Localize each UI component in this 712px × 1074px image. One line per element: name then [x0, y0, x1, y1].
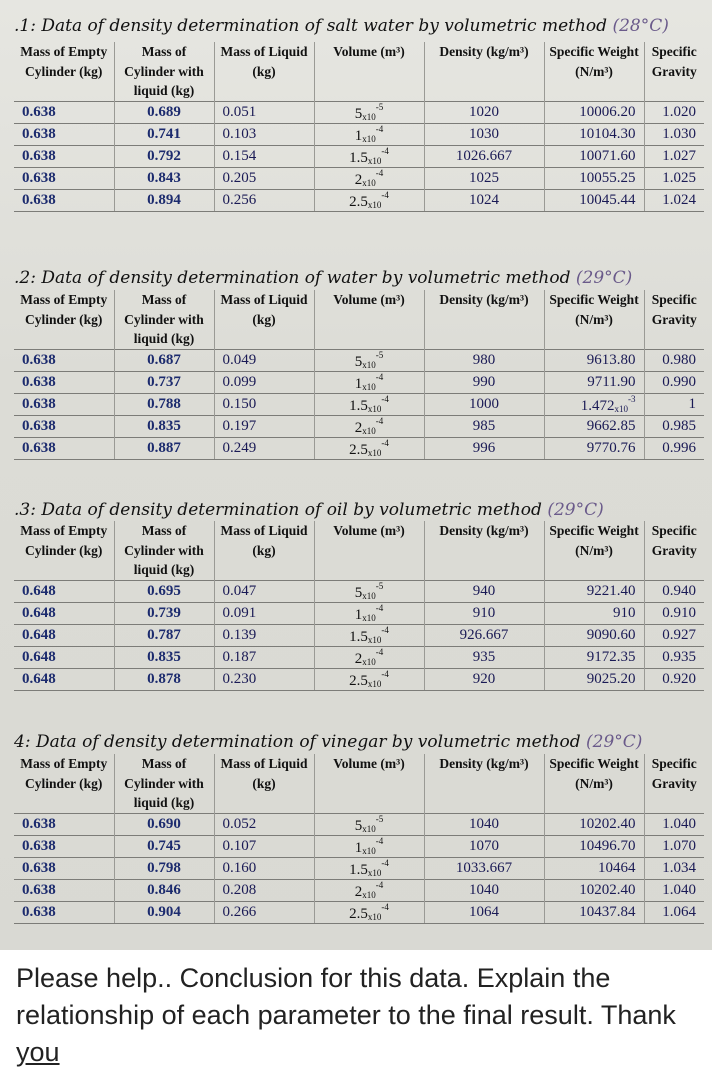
table-cell: 0.835: [114, 646, 214, 668]
table-cell: 0.980: [644, 349, 704, 371]
table-row: [14, 101, 704, 123]
column-header: Density (kg/m³): [424, 754, 544, 813]
table-cell: $2.5_{x10}^{-4}$: [314, 437, 424, 459]
table-cell: 0.638: [14, 857, 114, 879]
table-row: [14, 371, 704, 393]
table-cell: 0.996: [644, 437, 704, 459]
table-cell: 985: [424, 415, 544, 437]
column-header: Volume (m³): [314, 754, 424, 813]
table-cell: 0.843: [114, 167, 214, 189]
density-table-vinegar: [14, 754, 704, 924]
table-cell: 0.638: [14, 145, 114, 167]
table-cell: 0.687: [114, 349, 214, 371]
table-row: [14, 123, 704, 145]
column-header: Specific Gravity: [644, 290, 704, 349]
table-cell: $2.5_{x10}^{-4}$: [314, 901, 424, 923]
table-cell: 0.638: [14, 813, 114, 835]
table-cell: 10071.60: [544, 145, 644, 167]
table-cell: 0.878: [114, 668, 214, 690]
column-header: Density (kg/m³): [424, 521, 544, 580]
table-cell: $5_{x10}^{-5}$: [314, 101, 424, 123]
column-header: Specific Gravity: [644, 754, 704, 813]
table-cell: $1_{x10}^{-4}$: [314, 835, 424, 857]
density-table-water: [14, 290, 704, 460]
column-header: Volume (m³): [314, 521, 424, 580]
table-cell: 0.648: [14, 668, 114, 690]
table-cell: 0.846: [114, 879, 214, 901]
question-last-word: you: [16, 1037, 60, 1067]
table-cell: 0.690: [114, 813, 214, 835]
table-cell: 9613.80: [544, 349, 644, 371]
table-cell: 1064: [424, 901, 544, 923]
table-cell: 0.887: [114, 437, 214, 459]
table-cell: 1.040: [644, 813, 704, 835]
table-cell: 0.648: [14, 646, 114, 668]
table-cell: $2_{x10}^{-4}$: [314, 879, 424, 901]
column-header: Volume (m³): [314, 290, 424, 349]
table-cell: 0.266: [214, 901, 314, 923]
table-cell: 0.230: [214, 668, 314, 690]
column-header: Mass of Liquid (kg): [214, 290, 314, 349]
table-row: [14, 349, 704, 371]
table-cell: 0.103: [214, 123, 314, 145]
table-cell: 0.638: [14, 101, 114, 123]
header-row: [14, 42, 704, 101]
table-cell: $1_{x10}^{-4}$: [314, 602, 424, 624]
table-row: [14, 857, 704, 879]
table-cell: 0.205: [214, 167, 314, 189]
table-cell: 0.739: [114, 602, 214, 624]
table-row: [14, 646, 704, 668]
table-cell: 10202.40: [544, 879, 644, 901]
table-cell: 1070: [424, 835, 544, 857]
table-row: [14, 602, 704, 624]
table-row: [14, 145, 704, 167]
table-cell: 1.064: [644, 901, 704, 923]
column-header: Specific Weight (N/m³): [544, 42, 644, 101]
table-cell: 10055.25: [544, 167, 644, 189]
table-cell: 9770.76: [544, 437, 644, 459]
density-table-salt-water: [14, 42, 704, 212]
table-cell: 0.638: [14, 835, 114, 857]
table-cell: 0.940: [644, 580, 704, 602]
column-header: Mass of Cylinder with liquid (kg): [114, 290, 214, 349]
table-cell: 1000: [424, 393, 544, 415]
table-cell: 0.638: [14, 415, 114, 437]
column-header: Mass of Cylinder with liquid (kg): [114, 42, 214, 101]
table-row: [14, 879, 704, 901]
table-cell: 0.638: [14, 393, 114, 415]
table-cell: 0.648: [14, 580, 114, 602]
table-cell: 910: [544, 602, 644, 624]
table-row: [14, 813, 704, 835]
column-header: Specific Weight (N/m³): [544, 521, 644, 580]
table-cell: 910: [424, 602, 544, 624]
table-row: [14, 835, 704, 857]
table-row: [14, 624, 704, 646]
table-cell: 0.638: [14, 371, 114, 393]
table-row: [14, 189, 704, 211]
table-cell: 0.737: [114, 371, 214, 393]
table-cell: 1.040: [644, 879, 704, 901]
table-cell: 9025.20: [544, 668, 644, 690]
column-header: Specific Gravity: [644, 42, 704, 101]
table-cell: 0.047: [214, 580, 314, 602]
table-cell: 1.030: [644, 123, 704, 145]
table-cell: 1.070: [644, 835, 704, 857]
table-cell: 10496.70: [544, 835, 644, 857]
column-header: Mass of Empty Cylinder (kg): [20, 523, 108, 558]
column-header: Volume (m³): [314, 42, 424, 101]
question-text: Please help.. Conclusion for this data. Explain the relationship of each parameter to the final result. Thank you: [16, 963, 676, 1067]
column-header: Mass of Empty Cylinder (kg): [20, 756, 108, 791]
table-cell: 1025: [424, 167, 544, 189]
table-cell: 0.160: [214, 857, 314, 879]
table-caption: .2: Data of density determination of water by volumetric method (29°C): [14, 268, 633, 288]
table-cell: 996: [424, 437, 544, 459]
table-cell: 0.638: [14, 437, 114, 459]
table-cell: 0.927: [644, 624, 704, 646]
table-cell: 1026.667: [424, 145, 544, 167]
table-cell: $1.5_{x10}^{-4}$: [314, 624, 424, 646]
table-cell: $5_{x10}^{-5}$: [314, 580, 424, 602]
table-cell: $2.5_{x10}^{-4}$: [314, 668, 424, 690]
table-cell: 0.107: [214, 835, 314, 857]
table-cell: 9711.90: [544, 371, 644, 393]
table-cell: 940: [424, 580, 544, 602]
table-cell: 0.139: [214, 624, 314, 646]
density-table-oil: [14, 521, 704, 691]
table-cell: 0.187: [214, 646, 314, 668]
table-row: [14, 901, 704, 923]
table-cell: 1.027: [644, 145, 704, 167]
table-cell: 9662.85: [544, 415, 644, 437]
table-cell: 980: [424, 349, 544, 371]
column-header: Mass of Cylinder with liquid (kg): [114, 521, 214, 580]
column-header: Specific Gravity: [644, 521, 704, 580]
table-cell: 10464: [544, 857, 644, 879]
table-cell: 0.935: [644, 646, 704, 668]
table-cell: $2_{x10}^{-4}$: [314, 415, 424, 437]
table-cell: 990: [424, 371, 544, 393]
table-cell: 0.648: [14, 602, 114, 624]
table-cell: 1.025: [644, 167, 704, 189]
header-row: [14, 521, 704, 580]
table-cell: 1024: [424, 189, 544, 211]
table-cell: 1: [644, 393, 704, 415]
column-header: Specific Weight (N/m³): [544, 754, 644, 813]
table-cell: 0.648: [14, 624, 114, 646]
table-cell: 0.256: [214, 189, 314, 211]
table-row: [14, 393, 704, 415]
table-cell: 0.052: [214, 813, 314, 835]
table-cell: 0.051: [214, 101, 314, 123]
column-header: Specific Weight (N/m³): [544, 290, 644, 349]
table-cell: 0.638: [14, 879, 114, 901]
header-row: [14, 290, 704, 349]
table-cell: 0.910: [644, 602, 704, 624]
table-caption: .3: Data of density determination of oil by volumetric method (29°C): [14, 500, 604, 520]
table-cell: 1020: [424, 101, 544, 123]
table-caption: .1: Data of density determination of salt water by volumetric method (28°C): [14, 16, 669, 36]
table-cell: 10104.30: [544, 123, 644, 145]
table-cell: 0.985: [644, 415, 704, 437]
table-cell: $5_{x10}^{-5}$: [314, 813, 424, 835]
table-cell: 0.792: [114, 145, 214, 167]
table-cell: $2_{x10}^{-4}$: [314, 646, 424, 668]
table-cell: 0.894: [114, 189, 214, 211]
column-header: Mass of Cylinder with liquid (kg): [114, 754, 214, 813]
table-cell: $5_{x10}^{-5}$: [314, 349, 424, 371]
table-row: [14, 167, 704, 189]
table-cell: 0.099: [214, 371, 314, 393]
table-cell: 0.741: [114, 123, 214, 145]
column-header: Mass of Empty Cylinder (kg): [20, 44, 108, 79]
table-caption: 4: Data of density determination of vinegar by volumetric method (29°C): [14, 732, 643, 752]
table-cell: 0.788: [114, 393, 214, 415]
table-row: [14, 437, 704, 459]
table-cell: 10045.44: [544, 189, 644, 211]
table-cell: 10437.84: [544, 901, 644, 923]
table-cell: 0.798: [114, 857, 214, 879]
table-cell: 0.990: [644, 371, 704, 393]
table-cell: $1.5_{x10}^{-4}$: [314, 393, 424, 415]
table-cell: 0.695: [114, 580, 214, 602]
table-cell: 0.787: [114, 624, 214, 646]
table-cell: 926.667: [424, 624, 544, 646]
table-cell: 0.835: [114, 415, 214, 437]
table-cell: 0.920: [644, 668, 704, 690]
header-row: [14, 754, 704, 813]
table-cell: 1.024: [644, 189, 704, 211]
table-cell: 0.208: [214, 879, 314, 901]
table-cell: $1.472_{x10}^{-3}$: [544, 393, 644, 415]
table-cell: 920: [424, 668, 544, 690]
table-row: [14, 580, 704, 602]
column-header: Mass of Empty Cylinder (kg): [20, 292, 108, 327]
table-cell: 0.154: [214, 145, 314, 167]
table-cell: 0.638: [14, 189, 114, 211]
table-cell: 1.020: [644, 101, 704, 123]
table-cell: 1033.667: [424, 857, 544, 879]
table-cell: 1.034: [644, 857, 704, 879]
table-cell: 0.150: [214, 393, 314, 415]
table-cell: 0.638: [14, 349, 114, 371]
table-cell: 9090.60: [544, 624, 644, 646]
table-cell: $2_{x10}^{-4}$: [314, 167, 424, 189]
column-header: Mass of Liquid (kg): [214, 42, 314, 101]
table-cell: 0.904: [114, 901, 214, 923]
column-header: Density (kg/m³): [424, 42, 544, 101]
table-cell: $1.5_{x10}^{-4}$: [314, 145, 424, 167]
table-row: [14, 415, 704, 437]
table-cell: $1_{x10}^{-4}$: [314, 371, 424, 393]
table-cell: 0.638: [14, 901, 114, 923]
table-cell: 9221.40: [544, 580, 644, 602]
table-cell: 0.638: [14, 123, 114, 145]
table-cell: 10202.40: [544, 813, 644, 835]
column-header: Mass of Liquid (kg): [214, 521, 314, 580]
table-cell: 9172.35: [544, 646, 644, 668]
table-cell: 0.197: [214, 415, 314, 437]
column-header: Density (kg/m³): [424, 290, 544, 349]
table-cell: $1.5_{x10}^{-4}$: [314, 857, 424, 879]
table-cell: 10006.20: [544, 101, 644, 123]
table-cell: 0.689: [114, 101, 214, 123]
table-cell: $1_{x10}^{-4}$: [314, 123, 424, 145]
table-cell: 1030: [424, 123, 544, 145]
table-cell: 0.091: [214, 602, 314, 624]
table-row: [14, 668, 704, 690]
table-cell: 1040: [424, 879, 544, 901]
table-cell: 0.049: [214, 349, 314, 371]
table-cell: 935: [424, 646, 544, 668]
table-cell: 1040: [424, 813, 544, 835]
table-cell: $2.5_{x10}^{-4}$: [314, 189, 424, 211]
table-cell: 0.745: [114, 835, 214, 857]
column-header: Mass of Liquid (kg): [214, 754, 314, 813]
table-cell: 0.638: [14, 167, 114, 189]
table-cell: 0.249: [214, 437, 314, 459]
